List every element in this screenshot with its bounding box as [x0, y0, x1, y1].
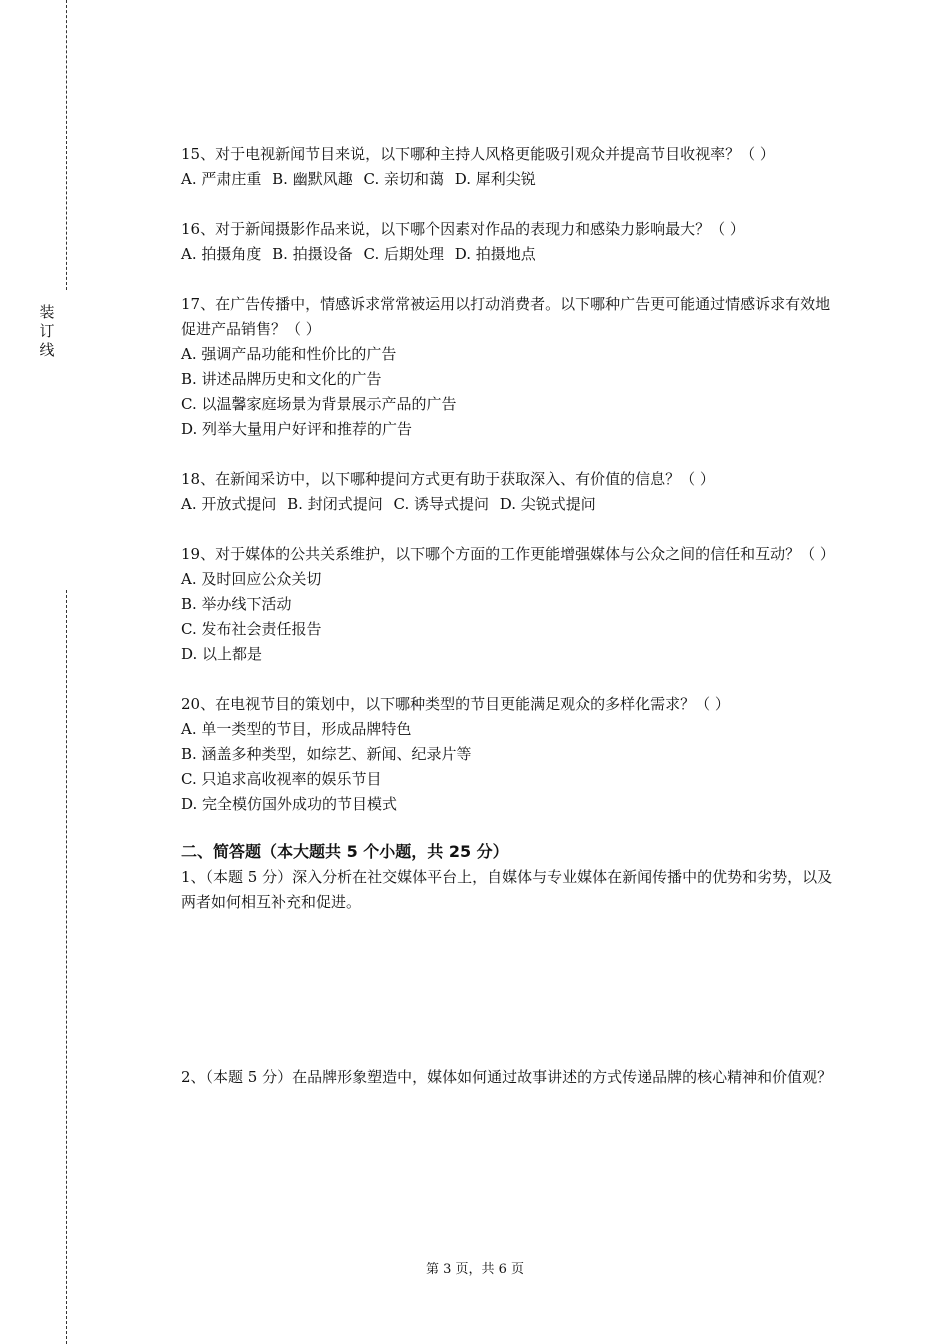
question-18: [181, 467, 841, 517]
question-text: 18、在新闻采访中，以下哪种提问方式更有助于获取深入、有价值的信息？（ ）: [181, 470, 715, 488]
option: C. 以温馨家庭场景为背景展示产品的广告: [181, 395, 457, 413]
question-text: 17、在广告传播中，情感诉求常常被运用以打动消费者。以下哪种广告更可能通过情感诉求有效地促进产品销售？（ ）: [181, 295, 831, 338]
binding-char: 线: [39, 341, 55, 359]
option: B. 拍摄设备: [272, 245, 353, 263]
option: D. 尖锐式提问: [499, 495, 596, 513]
option: B. 幽默风趣: [272, 170, 353, 188]
question-20: [181, 692, 841, 817]
option: A. 强调产品功能和性价比的广告: [181, 345, 397, 363]
binding-char: 装: [39, 303, 55, 321]
option: D. 犀利尖锐: [454, 170, 536, 188]
binding-char: 订: [39, 322, 55, 340]
short-answer-question-1: 1、（本题 5 分）深入分析在社交媒体平台上，自媒体与专业媒体在新闻传播中的优势和劣势，以及两者如何相互补充和促进。: [181, 868, 833, 911]
options-inline: [181, 167, 841, 192]
option: C. 发布社会责任报告: [181, 620, 322, 638]
option: A. 及时回应公众关切: [181, 570, 322, 588]
option: B. 封闭式提问: [287, 495, 383, 513]
option: C. 诱导式提问: [393, 495, 489, 513]
option: B. 举办线下活动: [181, 595, 292, 613]
option: D. 完全模仿国外成功的节目模式: [181, 795, 398, 813]
binding-line-top: [66, 0, 67, 290]
short-answer-question-2: 2、（本题 5 分）在品牌形象塑造中，媒体如何通过故事讲述的方式传递品牌的核心精神和价值观？: [181, 1068, 833, 1086]
binding-line-bottom: [66, 590, 67, 1344]
option: C. 亲切和蔼: [363, 170, 444, 188]
exam-content: [181, 142, 841, 1090]
question-17: [181, 292, 841, 442]
section-title: 二、简答题（本大题共 5 个小题，共 25 分）: [181, 842, 509, 861]
question-text: 16、对于新闻摄影作品来说，以下哪个因素对作品的表现力和感染力影响最大？（ ）: [181, 220, 745, 238]
option: A. 开放式提问: [181, 495, 277, 513]
option: D. 以上都是: [181, 645, 263, 663]
binding-label: [38, 303, 56, 360]
question-16: [181, 217, 841, 267]
option: D. 列举大量用户好评和推荐的广告: [181, 420, 413, 438]
question-text: 19、对于媒体的公共关系维护，以下哪个方面的工作更能增强媒体与公众之间的信任和互动？（ ）: [181, 545, 835, 563]
question-15: [181, 142, 841, 192]
option: A. 单一类型的节目，形成品牌特色: [181, 720, 412, 738]
option: A. 拍摄角度: [181, 245, 262, 263]
option: B. 涵盖多种类型，如综艺、新闻、纪录片等: [181, 745, 472, 763]
question-text: 20、在电视节目的策划中，以下哪种类型的节目更能满足观众的多样化需求？（ ）: [181, 695, 730, 713]
option: D. 拍摄地点: [454, 245, 536, 263]
page-number: 第 3 页，共 6 页: [425, 1262, 525, 1277]
question-19: [181, 542, 841, 667]
options-inline: [181, 242, 841, 267]
option: B. 讲述品牌历史和文化的广告: [181, 370, 382, 388]
question-text: 15、对于电视新闻节目来说，以下哪种主持人风格更能吸引观众并提高节目收视率？（ ）: [181, 145, 775, 163]
option: C. 只追求高收视率的娱乐节目: [181, 770, 382, 788]
option: C. 后期处理: [363, 245, 444, 263]
options-inline: [181, 492, 841, 517]
answer-space: [181, 915, 841, 1065]
option: A. 严肃庄重: [181, 170, 262, 188]
